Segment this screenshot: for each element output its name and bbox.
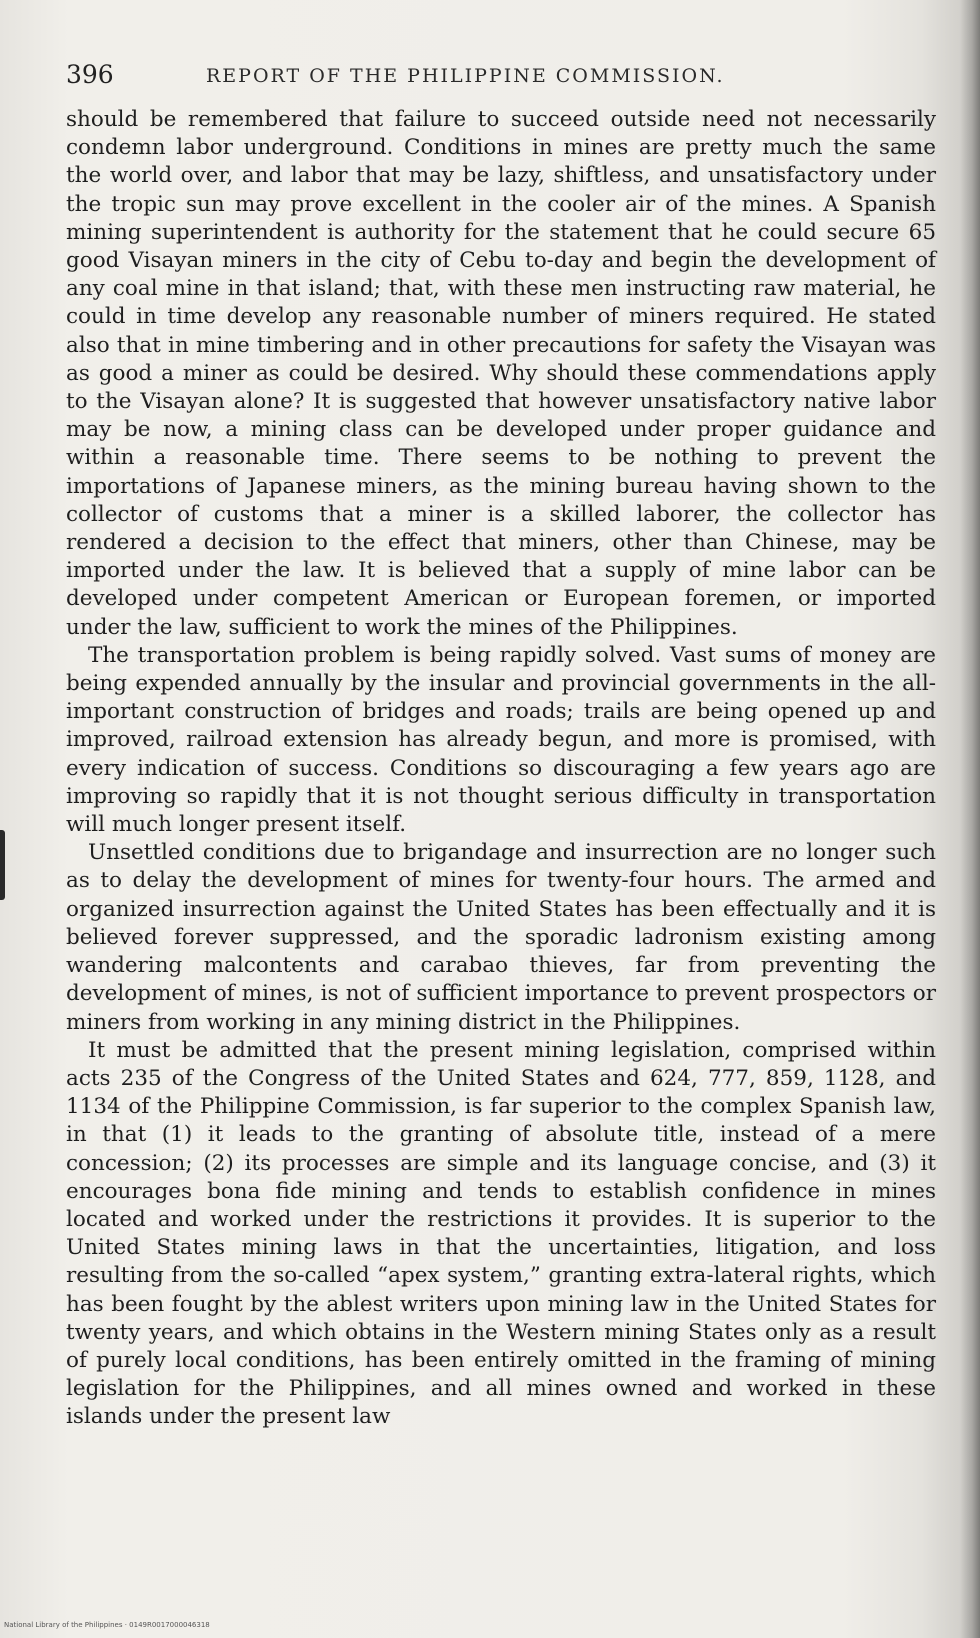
scan-footer: National Library of the Philippines · 0149R0017000046318	[4, 1621, 210, 1629]
page-number: 396	[66, 60, 114, 89]
page-edge-shadow	[960, 0, 980, 1638]
paragraph-transportation: The transportation problem is being rapidly solved. Vast sums of money are being expended annually by the insular and provincial governments in the all-important construction of bridges and roads; trails are being opened up and improved, railroad extension has already begun, and more is promised, with every indication of success. Conditions so discouraging a few years ago are improving so rapidly that it is not thought serious difficulty in transportation will much longer present itself.	[66, 642, 936, 838]
page-header	[66, 60, 936, 96]
running-title: REPORT OF THE PHILIPPINE COMMISSION.	[206, 65, 725, 87]
paragraph-insurrection: Unsettled conditions due to brigandage and insurrection are no longer such as to delay the development of mines for twenty-four hours. The armed and organized insurrection against the United States has been effectually and it is believed forever suppressed, and the sporadic ladronism existing among wandering malcontents and carabao thieves, far from preventing the development of mines, is not of sufficient importance to prevent prospectors or miners from working in any mining district in the Philippines.	[66, 840, 936, 1035]
binding-mark	[0, 830, 5, 900]
body-text	[66, 106, 936, 1432]
paragraph-labor: should be remembered that failure to succeed outside need not necessarily condemn labor underground. Conditions in mines are pretty much the same the world over, and labor that may be lazy, shiftless, and unsatisfactory under the tropic sun may prove excellent in the cooler air of the mines. A Spanish mining superintendent is authority for the statement that he could secure 65 good Visayan miners in the city of Cebu to-day and begin the development of any coal mine in that island; that, with these men instructing raw material, he could in time develop any reasonable number of miners required. He stated also that in mine timbering and in other precautions for safety the Visayan was as good a miner as could be desired. Why should these commendations apply to the Visayan alone? It is suggested that however unsatisfactory native labor may be now, a mining class can be developed under proper guidance and within a reasonable time. There seems to be nothing to prevent the importations of Japanese miners, as the mining bureau having shown to the collector of customs that a miner is a skilled laborer, the collector has rendered a decision to the effect that miners, other than Chinese, may be imported under the law. It is believed that a supply of mine labor can be developed under competent American or European foremen, or imported under the law, sufficient to work the mines of the Philippines.	[66, 107, 936, 640]
paragraph-mining-legislation: It must be admitted that the present mining legislation, comprised within acts 235 of the Congress of the United States and 624, 777, 859, 1128, and 1134 of the Philippine Commission, is far superior to the complex Spanish law, in that (1) it leads to the granting of absolute title, instead of a mere concession; (2) its processes are simple and its language concise, and (3) it encourages bona fide mining and tends to establish confidence in mines located and worked under the restrictions it provides. It is superior to the United States mining laws in that the uncertainties, litigation, and loss resulting from the so-called “apex system,” granting extra-lateral rights, which has been fought by the ablest writers upon mining law in the United States for twenty years, and which obtains in the Western mining States only as a result of purely local conditions, has been entirely omitted in the framing of mining legislation for the Philippines, and all mines owned and worked in these islands under the present law	[66, 1037, 936, 1430]
